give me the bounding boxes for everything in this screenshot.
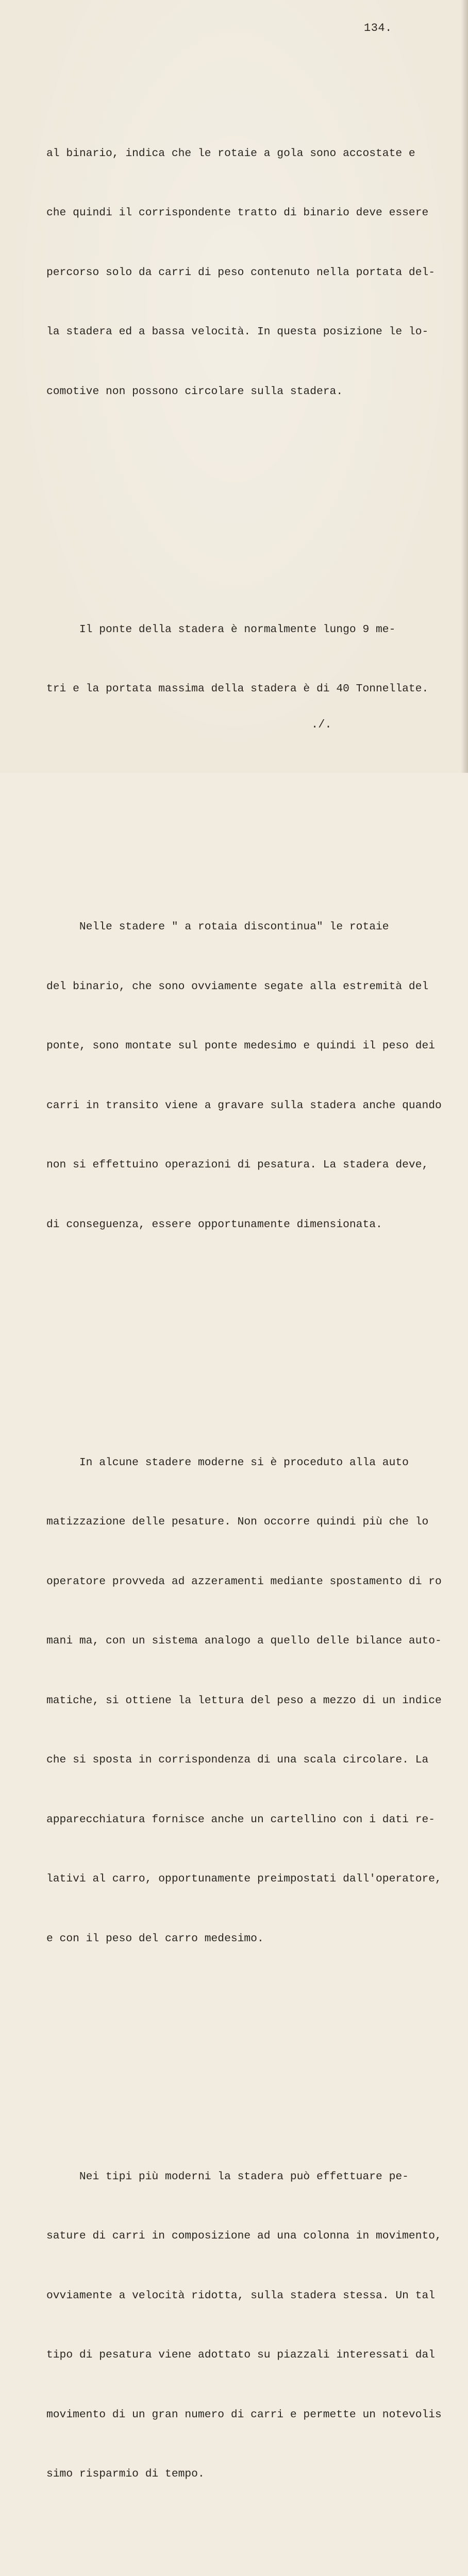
text-line: matizzazione delle pesature. Non occorre quindi più che lo bbox=[46, 1512, 454, 1532]
text-line: Il ponte della stadera è normalmente lungo 9 me- bbox=[46, 620, 454, 640]
paragraph-5 bbox=[46, 2127, 454, 2524]
text-line: non si effettuino operazioni di pesatura. La stadera deve, bbox=[46, 1155, 454, 1175]
text-line: di conseguenza, essere opportunamente dimensionata. bbox=[46, 1215, 454, 1235]
paragraph-gap bbox=[46, 1314, 454, 1334]
text-line: tri e la portata massima della stadera è di 40 Tonnellate. bbox=[46, 679, 454, 699]
text-line: ponte, sono montate sul ponte medesimo e quindi il peso dei bbox=[46, 1036, 454, 1056]
paragraph-gap bbox=[46, 2564, 454, 2576]
text-line: matiche, si ottiene la lettura del peso a mezzo di un indice bbox=[46, 1691, 454, 1711]
text-line: Nelle stadere " a rotaia discontinua" le rotaie bbox=[46, 917, 454, 937]
text-line: al binario, indica che le rotaie a gola sono accostate e bbox=[46, 144, 454, 164]
page-number: 134. bbox=[364, 22, 392, 35]
text-line: sature di carri in composizione ad una colonna in movimento, bbox=[46, 2226, 454, 2246]
continuation-mark: ./. bbox=[311, 718, 332, 731]
text-line: comotive non possono circolare sulla stadera. bbox=[46, 382, 454, 402]
text-line: tipo di pesatura viene adottato su piazzali interessati dal bbox=[46, 2345, 454, 2365]
text-line: mani ma, con un sistema analogo a quello delle bilance auto- bbox=[46, 1631, 454, 1651]
body-text bbox=[46, 44, 454, 2576]
paragraph-4 bbox=[46, 1413, 454, 1989]
text-line: operatore provveda ad azzeramenti mediante spostamento di ro bbox=[46, 1572, 454, 1592]
text-line: e con il peso del carro medesimo. bbox=[46, 1929, 454, 1949]
text-line: che si sposta in corrispondenza di una scala circolare. La bbox=[46, 1750, 454, 1770]
page-edge-shadow bbox=[461, 0, 468, 773]
text-line: apparecchiatura fornisce anche un cartellino con i dati re- bbox=[46, 1810, 454, 1830]
text-line: la stadera ed a bassa velocità. In questa posizione le lo- bbox=[46, 322, 454, 342]
paragraph-1 bbox=[46, 104, 454, 442]
text-line: movimento di un gran numero di carri e permette un notevolis bbox=[46, 2405, 454, 2425]
document-page bbox=[0, 0, 468, 773]
text-line: lativi al carro, opportunamente preimpostati dall'operatore, bbox=[46, 1869, 454, 1889]
text-line: che quindi il corrispondente tratto di binario deve essere bbox=[46, 203, 454, 223]
paragraph-gap bbox=[46, 778, 454, 799]
paragraph-gap bbox=[46, 481, 454, 501]
text-line: carri in transito viene a gravare sulla stadera anche quando bbox=[46, 1096, 454, 1116]
paragraph-2 bbox=[46, 580, 454, 739]
text-line: percorso solo da carri di peso contenuto nella portata del- bbox=[46, 263, 454, 283]
text-line: simo risparmio di tempo. bbox=[46, 2464, 454, 2484]
text-line: del binario, che sono ovviamente segate alla estremità del bbox=[46, 977, 454, 997]
text-line: Nei tipi più moderni la stadera può effettuare pe- bbox=[46, 2167, 454, 2187]
text-line: In alcune stadere moderne si è proceduto alla auto bbox=[46, 1453, 454, 1473]
paragraph-3 bbox=[46, 877, 454, 1274]
text-line: ovviamente a velocità ridotta, sulla stadera stessa. Un tal bbox=[46, 2286, 454, 2306]
paragraph-gap bbox=[46, 2028, 454, 2048]
